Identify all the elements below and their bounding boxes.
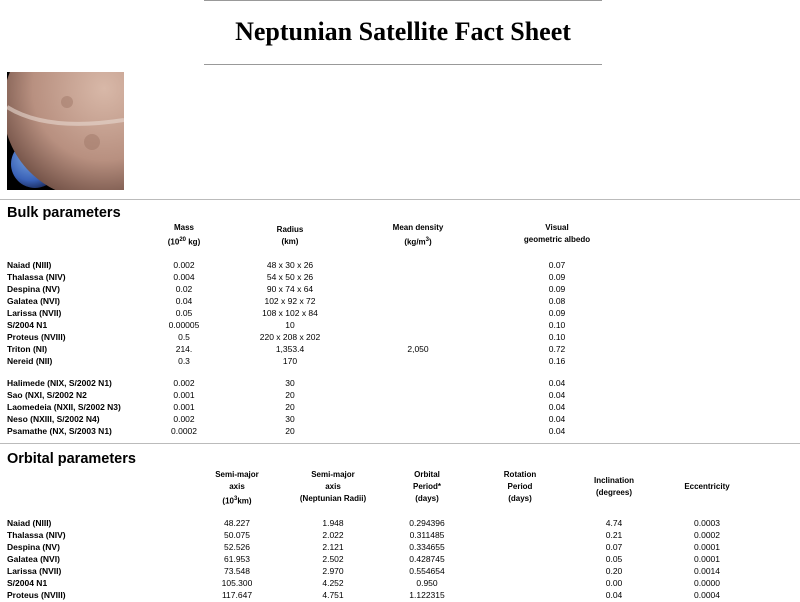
albedo-header-line1: Visual [545, 223, 569, 232]
bulk-table-row [0, 414, 800, 426]
satellite-name: Galatea (NVI) [7, 296, 60, 306]
bulk-mass-cell: 0.02 [175, 284, 193, 294]
orbital-ecc-cell: 0.0003 [694, 518, 720, 528]
bulk-table-row [0, 426, 800, 438]
satellite-name: Halimede (NIX, S/2002 N1) [7, 378, 112, 388]
bulk-radius-cell: 108 x 102 x 84 [262, 308, 318, 318]
bulk-radius-cell: 102 x 92 x 72 [264, 296, 316, 306]
bulk-mass-cell: 214. [175, 344, 193, 354]
sma-km-header-line3: $(10^3km)$ [222, 496, 252, 506]
bulk-albedo-cell: 0.09 [548, 284, 566, 294]
orbital-sma_km-cell: 52.526 [224, 542, 250, 552]
bulk-albedo-cell: 0.08 [548, 296, 566, 306]
orbital-sma_km-cell: 61.953 [224, 554, 250, 564]
orbital-sma_km-cell: 48.227 [224, 518, 250, 528]
bulk-density-cell: 2,050 [407, 344, 429, 354]
satellite-name: Proteus (NVIII) [7, 590, 66, 600]
bulk-table-row [0, 308, 800, 320]
sma-km-header [215, 469, 259, 508]
eccentricity-header [684, 481, 729, 493]
bulk-albedo-cell: 0.10 [548, 332, 566, 342]
orbital-ecc-cell: 0.0001 [694, 542, 720, 552]
orbital-table-row [0, 554, 800, 566]
bulk-albedo-cell: 0.04 [548, 390, 566, 400]
mass-header-line1: Mass [173, 223, 195, 232]
bulk-section-rule [0, 199, 800, 200]
sma-nr-header-line1: Semi-major [311, 470, 355, 479]
bulk-table-row [0, 378, 800, 390]
bulk-radius-cell: 170 [282, 356, 298, 366]
period-header-line3: (days) [415, 494, 439, 503]
triton-neptune-image [7, 72, 124, 190]
bulk-mass-cell: 0.0002 [171, 426, 197, 436]
orbital-sma_nr-cell: 2.970 [322, 566, 344, 576]
bulk-radius-cell: 30 [285, 414, 295, 424]
orbital-sma_nr-cell: 4.751 [322, 590, 344, 600]
satellite-name: Larissa (NVII) [7, 566, 62, 576]
bulk-table-row [0, 344, 800, 356]
bulk-radius-cell: 90 x 74 x 64 [266, 284, 314, 294]
bulk-radius-cell: 1,353.4 [275, 344, 305, 354]
inclination-header-line1: Inclination [594, 476, 634, 485]
bulk-mass-cell: 0.04 [175, 296, 193, 306]
bulk-radius-cell: 20 [285, 390, 295, 400]
bulk-mass-cell: 0.001 [173, 390, 195, 400]
bulk-albedo-cell: 0.04 [548, 378, 566, 388]
orbital-sma_km-cell: 73.548 [224, 566, 250, 576]
orbital-period-cell: 0.294396 [409, 518, 445, 528]
satellite-name: Galatea (NVI) [7, 554, 60, 564]
orbital-table-row [0, 530, 800, 542]
bulk-radius-cell: 10 [285, 320, 295, 330]
orbital-sma_nr-cell: 1.948 [322, 518, 344, 528]
inclination-header-line2: (degrees) [595, 488, 632, 497]
orbital-sma_nr-cell: 2.121 [322, 542, 344, 552]
bulk-table-row [0, 260, 800, 272]
orbital-period-cell: 0.950 [416, 578, 438, 588]
period-header [413, 469, 441, 505]
radius-header [277, 224, 304, 248]
density-header-line2: $(kg/m^3)$ [404, 237, 432, 247]
orbital-incl-cell: 4.74 [605, 518, 623, 528]
title-divider [204, 64, 602, 65]
bulk-albedo-cell: 0.04 [548, 426, 566, 436]
orbital-incl-cell: 0.07 [605, 542, 623, 552]
satellite-name: Laomedeia (NXII, S/2002 N3) [7, 402, 121, 412]
orbital-table-row [0, 518, 800, 530]
orbital-sma_km-cell: 50.075 [224, 530, 250, 540]
eccentricity-header-line1: Eccentricity [684, 482, 730, 491]
bulk-mass-cell: 0.002 [173, 378, 195, 388]
bulk-radius-cell: 48 x 30 x 26 [266, 260, 314, 270]
orbital-ecc-cell: 0.0001 [694, 554, 720, 564]
period-header-line1: Orbital [414, 470, 440, 479]
bulk-table-row [0, 402, 800, 414]
sma-km-header-line2: axis [229, 482, 245, 491]
bulk-albedo-cell: 0.16 [548, 356, 566, 366]
orbital-section-title: Orbital parameters [7, 451, 136, 467]
bulk-radius-cell: 220 x 208 x 202 [259, 332, 321, 342]
bulk-section-title: Bulk parameters [7, 205, 121, 221]
bulk-mass-cell: 0.05 [175, 308, 193, 318]
satellite-name: S/2004 N1 [7, 578, 48, 588]
sma-km-header-line1: Semi-major [215, 470, 259, 479]
orbital-table-row [0, 590, 800, 602]
bulk-mass-cell: 0.004 [173, 272, 195, 282]
satellite-name: Triton (NI) [7, 344, 48, 354]
satellite-name: Naiad (NIII) [7, 260, 52, 270]
orbital-period-cell: 0.554654 [409, 566, 445, 576]
orbital-incl-cell: 0.00 [605, 578, 623, 588]
orbital-incl-cell: 0.21 [605, 530, 623, 540]
albedo-header-line2: geometric albedo [523, 235, 591, 244]
orbital-incl-cell: 0.20 [605, 566, 623, 576]
bulk-radius-cell: 20 [285, 402, 295, 412]
sma-nr-header-line2: axis [325, 482, 341, 491]
orbital-period-cell: 1.122315 [409, 590, 445, 600]
bulk-radius-cell: 54 x 50 x 26 [266, 272, 314, 282]
bulk-radius-cell: 30 [285, 378, 295, 388]
orbital-incl-cell: 0.04 [605, 590, 623, 600]
albedo-header [524, 222, 590, 246]
orbital-ecc-cell: 0.0000 [694, 578, 720, 588]
satellite-name: Despina (NV) [7, 284, 60, 294]
satellite-name: Thalassa (NIV) [7, 530, 66, 540]
bulk-table-row [0, 284, 800, 296]
mass-header-line2: ($10^{20}$ kg) [167, 237, 201, 247]
satellite-name: Psamathe (NX, S/2003 N1) [7, 426, 112, 436]
rotation-header [504, 469, 536, 505]
orbital-sma_nr-cell: 2.022 [322, 530, 344, 540]
radius-header-line2: (km) [281, 237, 299, 246]
satellite-name: Thalassa (NIV) [7, 272, 66, 282]
orbital-period-cell: 0.428745 [409, 554, 445, 564]
orbital-sma_nr-cell: 2.502 [322, 554, 344, 564]
top-divider [204, 0, 602, 1]
satellite-name: Nereid (NII) [7, 356, 53, 366]
bulk-albedo-cell: 0.09 [548, 308, 566, 318]
orbital-table-row [0, 578, 800, 590]
rotation-header-line2: Period [507, 482, 533, 491]
orbital-ecc-cell: 0.0004 [694, 590, 720, 600]
bulk-mass-cell: 0.002 [173, 414, 195, 424]
satellite-name: Sao (NXI, S/2002 N2 [7, 390, 87, 400]
bulk-albedo-cell: 0.72 [548, 344, 566, 354]
sma-nr-header [300, 469, 366, 505]
satellite-name: Larissa (NVII) [7, 308, 62, 318]
density-header [393, 222, 444, 249]
orbital-period-cell: 0.334655 [409, 542, 445, 552]
orbital-table-row [0, 542, 800, 554]
bulk-mass-cell: 0.001 [173, 402, 195, 412]
orbital-sma_km-cell: 117.647 [221, 590, 253, 600]
bulk-table-row [0, 332, 800, 344]
satellite-name: S/2004 N1 [7, 320, 48, 330]
bulk-table-row [0, 390, 800, 402]
rotation-header-line1: Rotation [503, 470, 537, 479]
satellite-name: Naiad (NIII) [7, 518, 52, 528]
rotation-header-line3: (days) [508, 494, 532, 503]
radius-header-line1: Radius [276, 225, 304, 234]
orbital-table-row [0, 566, 800, 578]
bulk-albedo-cell: 0.10 [548, 320, 566, 330]
bulk-albedo-cell: 0.04 [548, 402, 566, 412]
bulk-albedo-cell: 0.07 [548, 260, 566, 270]
orbital-sma_km-cell: 105.300 [221, 578, 253, 588]
bulk-mass-cell: 0.002 [173, 260, 195, 270]
satellite-name: Neso (NXIII, S/2002 N4) [7, 414, 100, 424]
satellite-name: Despina (NV) [7, 542, 60, 552]
bulk-albedo-cell: 0.09 [548, 272, 566, 282]
bulk-mass-cell: 0.00005 [168, 320, 200, 330]
orbital-sma_nr-cell: 4.252 [322, 578, 344, 588]
bulk-table-row [0, 296, 800, 308]
orbital-ecc-cell: 0.0014 [694, 566, 720, 576]
orbital-ecc-cell: 0.0002 [694, 530, 720, 540]
density-header-line1: Mean density [392, 223, 444, 232]
bulk-table-row [0, 320, 800, 332]
inclination-header [594, 475, 634, 499]
bulk-mass-cell: 0.5 [178, 332, 190, 342]
bulk-radius-cell: 20 [285, 426, 295, 436]
mass-header [168, 222, 200, 249]
period-header-line2: Period* [412, 482, 442, 491]
orbital-period-cell: 0.311485 [409, 530, 445, 540]
page-title: Neptunian Satellite Fact Sheet [235, 17, 571, 46]
bulk-mass-cell: 0.3 [178, 356, 190, 366]
orbital-incl-cell: 0.05 [605, 554, 623, 564]
bulk-table-row [0, 272, 800, 284]
bulk-albedo-cell: 0.04 [548, 414, 566, 424]
sma-nr-header-line3: (Neptunian Radii) [299, 494, 367, 503]
orbital-section-rule [0, 443, 800, 444]
bulk-table-row [0, 356, 800, 368]
satellite-name: Proteus (NVIII) [7, 332, 66, 342]
